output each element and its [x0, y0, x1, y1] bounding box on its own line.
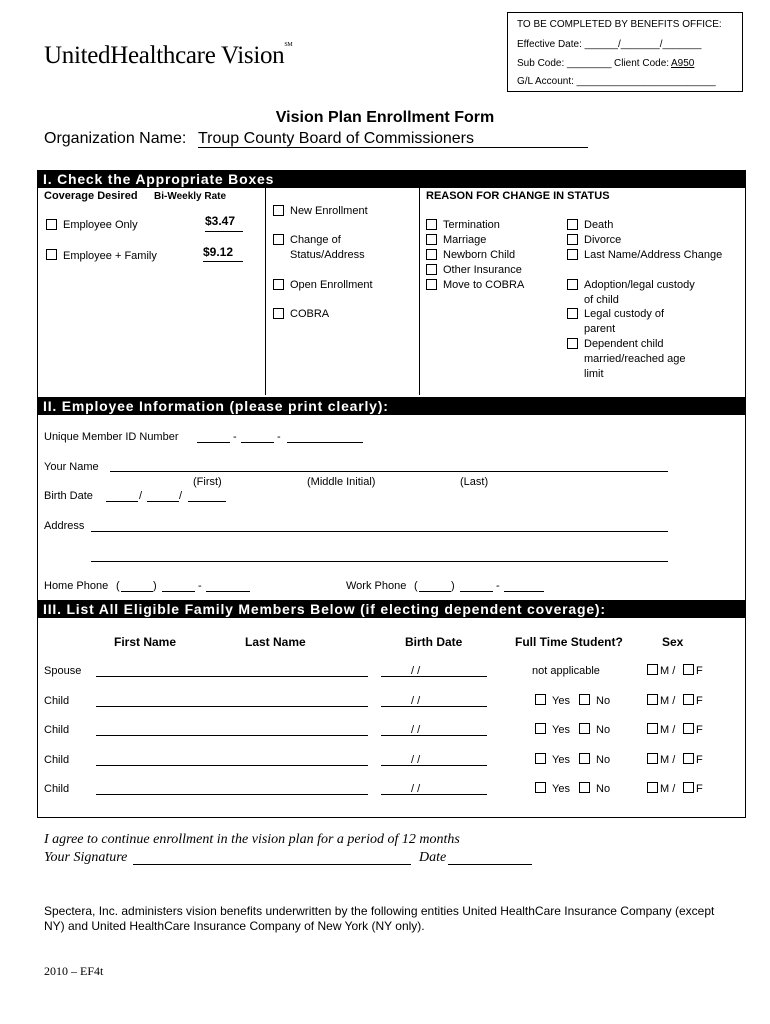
- female-checkbox[interactable]: [683, 782, 694, 793]
- rate-underline: [205, 231, 243, 232]
- limit-label: limit: [584, 368, 604, 380]
- date-separators: / /: [411, 665, 421, 677]
- last-name-address-change-checkbox[interactable]: [567, 249, 578, 260]
- date-label: Date: [419, 850, 447, 865]
- student-yes-checkbox[interactable]: [535, 753, 546, 764]
- student-yes-checkbox[interactable]: [535, 694, 546, 705]
- reason-heading: REASON FOR CHANGE IN STATUS: [426, 190, 610, 202]
- employee-only-label: Employee Only: [63, 219, 138, 231]
- divorce-checkbox[interactable]: [567, 234, 578, 245]
- member-id-part-2[interactable]: [241, 442, 274, 443]
- rate-underline: [203, 261, 243, 262]
- female-label: F: [696, 665, 703, 677]
- student-no-checkbox[interactable]: [579, 694, 590, 705]
- birth-month-input[interactable]: [106, 501, 138, 502]
- child-2-name-input[interactable]: [96, 735, 368, 736]
- home-phone-area-code[interactable]: [121, 591, 153, 592]
- move-to-cobra-checkbox[interactable]: [426, 279, 437, 290]
- male-checkbox[interactable]: [647, 753, 658, 764]
- work-phone-label: Work Phone: [346, 580, 407, 592]
- other-insurance-checkbox[interactable]: [426, 264, 437, 275]
- cobra-checkbox[interactable]: [273, 308, 284, 319]
- section-1-divider-right: [419, 188, 420, 395]
- employee-family-label: Employee + Family: [63, 250, 157, 262]
- effective-date-field[interactable]: Effective Date: ______/_______/_______: [517, 39, 702, 50]
- form-code: 2010 – EF4t: [44, 964, 104, 978]
- spouse-name-input[interactable]: [96, 676, 368, 677]
- male-checkbox[interactable]: [647, 782, 658, 793]
- org-value[interactable]: Troup County Board of Commissioners: [198, 130, 474, 147]
- form-title: Vision Plan Enrollment Form: [275, 109, 495, 126]
- new-enrollment-label: New Enrollment: [290, 205, 368, 217]
- female-label: F: [696, 783, 703, 795]
- divorce-label: Divorce: [584, 234, 622, 246]
- female-checkbox[interactable]: [683, 753, 694, 764]
- address-label: Address: [44, 520, 85, 532]
- student-yes-checkbox[interactable]: [535, 782, 546, 793]
- last-name-address-change-label: Last Name/Address Change: [584, 249, 723, 261]
- column-full-time-student: Full Time Student?: [515, 635, 623, 649]
- dependent-child-label: Dependent child: [584, 338, 664, 350]
- column-birth-date: Birth Date: [405, 635, 463, 649]
- female-label: F: [696, 695, 703, 707]
- row-label-spouse: Spouse: [44, 665, 82, 677]
- date-separators: / /: [411, 695, 421, 707]
- address-line-2[interactable]: [91, 561, 668, 562]
- disclaimer-text: Spectera, Inc. administers vision benefits underwritten by the following entities United HealthCare Insurance Company (except NY) and United HealthCare Insurance Company of New York (NY only).: [44, 904, 715, 933]
- client-code-label: Client Code:: [614, 58, 670, 69]
- legal-custody-parent-checkbox[interactable]: [567, 308, 578, 319]
- home-phone-number[interactable]: [206, 591, 250, 592]
- form-frame: [37, 170, 746, 818]
- employee-family-checkbox[interactable]: [46, 249, 57, 260]
- section-1-heading: I. Check the Appropriate Boxes: [37, 170, 746, 188]
- row-label-child: Child: [44, 724, 70, 736]
- male-checkbox[interactable]: [647, 723, 658, 734]
- open-enrollment-checkbox[interactable]: [273, 279, 284, 290]
- birth-date-label: Birth Date: [44, 490, 93, 502]
- no-label: No: [596, 724, 611, 736]
- of-child-label: of child: [584, 294, 619, 306]
- newborn-child-label: Newborn Child: [443, 249, 516, 261]
- member-id-label: Unique Member ID Number: [44, 431, 179, 443]
- termination-label: Termination: [443, 219, 500, 231]
- office-title: TO BE COMPLETED BY BENEFITS OFFICE:: [517, 19, 722, 30]
- birth-year-input[interactable]: [188, 501, 226, 502]
- new-enrollment-checkbox[interactable]: [273, 205, 284, 216]
- org-label: Organization Name:: [44, 130, 187, 147]
- other-insurance-label: Other Insurance: [443, 264, 522, 276]
- marriage-label: Marriage: [443, 234, 487, 246]
- child-3-name-input[interactable]: [96, 765, 368, 766]
- parent-label: parent: [584, 323, 616, 335]
- male-checkbox[interactable]: [647, 694, 658, 705]
- last-caption: (Last): [460, 476, 489, 488]
- male-label: M /: [660, 783, 676, 795]
- benefits-office-box: [507, 12, 743, 92]
- no-label: No: [596, 754, 611, 766]
- newborn-child-checkbox[interactable]: [426, 249, 437, 260]
- section-3-heading: III. List All Eligible Family Members Below (if electing dependent coverage):: [37, 600, 746, 618]
- male-checkbox[interactable]: [647, 664, 658, 675]
- section-1-divider-left: [265, 188, 266, 395]
- org-underline: [198, 147, 588, 148]
- work-phone-number[interactable]: [504, 591, 544, 592]
- status-address-label: Status/Address: [290, 249, 365, 261]
- child-4-birth-date-input[interactable]: [381, 794, 487, 795]
- yes-label: Yes: [552, 724, 570, 736]
- signature-date-input[interactable]: [448, 864, 532, 865]
- child-1-name-input[interactable]: [96, 706, 368, 707]
- member-id-part-3[interactable]: [287, 442, 363, 443]
- address-line-1[interactable]: [91, 531, 668, 532]
- gl-account-field[interactable]: G/L Account: _________________________: [517, 76, 716, 87]
- employee-family-rate: $9.12: [203, 245, 234, 259]
- logo: [44, 42, 292, 70]
- home-phone-prefix[interactable]: [162, 591, 195, 592]
- female-label: F: [696, 724, 703, 736]
- female-checkbox[interactable]: [683, 694, 694, 705]
- death-label: Death: [584, 219, 614, 231]
- row-label-child: Child: [44, 695, 70, 707]
- column-last-name: Last Name: [245, 635, 306, 649]
- rate-label: Bi-Weekly Rate: [154, 191, 227, 202]
- cobra-label: COBRA: [290, 308, 330, 320]
- death-checkbox[interactable]: [567, 219, 578, 230]
- no-label: No: [596, 695, 611, 707]
- work-phone-area-code[interactable]: [419, 591, 451, 592]
- member-id-part-1[interactable]: [197, 442, 230, 443]
- dependent-child-checkbox[interactable]: [567, 338, 578, 349]
- employee-only-rate: $3.47: [205, 214, 236, 228]
- student-no-checkbox[interactable]: [579, 753, 590, 764]
- female-checkbox[interactable]: [683, 664, 694, 675]
- row-label-child: Child: [44, 754, 70, 766]
- employee-only-checkbox[interactable]: [46, 219, 57, 230]
- signature-label: Your Signature: [44, 850, 128, 865]
- married-reached-age-label: married/reached age: [584, 353, 686, 365]
- not-applicable-text: not applicable: [532, 665, 600, 677]
- male-label: M /: [660, 754, 676, 766]
- open-enrollment-label: Open Enrollment: [290, 279, 373, 291]
- child-2-birth-date-input[interactable]: [381, 735, 487, 736]
- row-label-child: Child: [44, 783, 70, 795]
- client-code-value[interactable]: A950: [671, 58, 695, 69]
- termination-checkbox[interactable]: [426, 219, 437, 230]
- child-3-birth-date-input[interactable]: [381, 765, 487, 766]
- change-of-label: Change of: [290, 234, 341, 246]
- first-caption: (First): [193, 476, 222, 488]
- work-phone-prefix[interactable]: [460, 591, 493, 592]
- adoption-label: Adoption/legal custody: [584, 279, 695, 291]
- signature-input[interactable]: [133, 864, 411, 865]
- sub-code-field[interactable]: Sub Code: ________: [517, 58, 612, 69]
- section-2-heading: II. Employee Information (please print clearly):: [37, 397, 746, 415]
- yes-label: Yes: [552, 783, 570, 795]
- your-name-label: Your Name: [44, 461, 99, 473]
- date-separators: / /: [411, 783, 421, 795]
- your-name-input[interactable]: [110, 471, 668, 472]
- child-1-birth-date-input[interactable]: [381, 706, 487, 707]
- date-separators: / /: [411, 724, 421, 736]
- change-of-status-checkbox[interactable]: [273, 234, 284, 245]
- agreement-text: I agree to continue enrollment in the vision plan for a period of 12 months: [44, 832, 460, 847]
- student-no-checkbox[interactable]: [579, 782, 590, 793]
- female-label: F: [696, 754, 703, 766]
- child-4-name-input[interactable]: [96, 794, 368, 795]
- column-sex: Sex: [662, 635, 684, 649]
- move-to-cobra-label: Move to COBRA: [443, 279, 525, 291]
- student-yes-checkbox[interactable]: [535, 723, 546, 734]
- no-label: No: [596, 783, 611, 795]
- logo-text: UnitedHealthcare Vision: [44, 42, 285, 69]
- marriage-checkbox[interactable]: [426, 234, 437, 245]
- service-mark: SM: [284, 42, 293, 48]
- birth-day-input[interactable]: [147, 501, 179, 502]
- student-no-checkbox[interactable]: [579, 723, 590, 734]
- male-label: M /: [660, 724, 676, 736]
- adoption-checkbox[interactable]: [567, 279, 578, 290]
- column-first-name: First Name: [114, 635, 177, 649]
- middle-initial-caption: (Middle Initial): [307, 476, 376, 488]
- male-label: M /: [660, 665, 676, 677]
- spouse-birth-date-input[interactable]: [381, 676, 487, 677]
- yes-label: Yes: [552, 695, 570, 707]
- female-checkbox[interactable]: [683, 723, 694, 734]
- home-phone-label: Home Phone: [44, 580, 109, 592]
- date-separators: / /: [411, 754, 421, 766]
- coverage-label: Coverage Desired: [44, 190, 138, 202]
- male-label: M /: [660, 695, 676, 707]
- yes-label: Yes: [552, 754, 570, 766]
- legal-custody-label: Legal custody of: [584, 308, 665, 320]
